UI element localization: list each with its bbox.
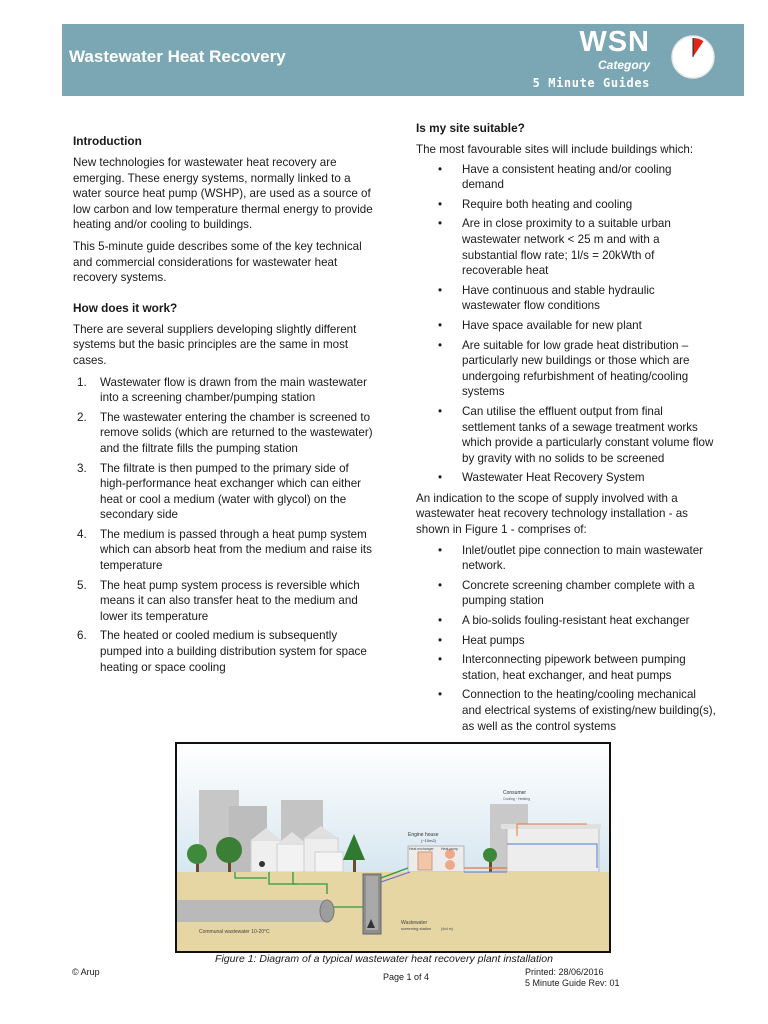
list-item: • Have space available for new plant (438, 318, 642, 332)
wastewater-pipe (177, 900, 327, 922)
list-item: • Have continuous and stable hydraulic wastewater flow conditions (438, 283, 655, 313)
printed-date: Printed: 28/06/2016 (525, 967, 604, 977)
svg-text:Heat pump: Heat pump (441, 847, 459, 851)
right-column (416, 120, 716, 739)
list-item: • Connection to the heating/cooling mechanical and electrical systems of existing/new building(s), as well as the control systems (438, 688, 716, 733)
list-item: • Wastewater Heat Recovery System (438, 471, 645, 485)
figure-diagram (175, 742, 611, 953)
list-item: • Heat pumps (438, 633, 525, 647)
svg-text:Consumer: Consumer (503, 790, 527, 796)
suitable-bullets (416, 162, 716, 486)
copyright: © Arup (72, 967, 100, 977)
suitable-heading: Is my site suitable? (416, 121, 525, 135)
list-item: • Are suitable for low grade heat distribution – particularly new buildings or those which are undergoing refurbishment of heating/cooling systems (438, 338, 690, 399)
list-item: • A bio-solids fouling-resistant heat exchanger (438, 614, 690, 628)
list-item: • Inlet/outlet pipe connection to main wastewater network. (438, 543, 704, 573)
how-heading: How does it work? (73, 300, 178, 315)
how-paragraph: There are several suppliers developing slightly different systems but the basic principles are the same in most cases. (73, 322, 357, 367)
list-item: 2. The wastewater entering the chamber is screened to remove solids (which are returned to the wastewater) and the filtrate fills the pumping station (77, 410, 373, 455)
scope-paragraph: An indication to the scope of supply involved with a wastewater heat recovery technology installation - as shown in Figure 1 - comprises of: (416, 491, 688, 537)
consumer-building (507, 828, 599, 872)
brand-logo-text: WSN (579, 26, 650, 58)
list-item: 4. The medium is passed through a heat pump system which can absorb heat from the medium and raise its temperature (77, 527, 372, 573)
svg-text:Cooling · Heating: Cooling · Heating (503, 797, 531, 801)
svg-text:Engine house: Engine house (408, 832, 439, 838)
intro-paragraph-2: This 5-minute guide describes some of the key technical and commercial considerations for wastewater heat recovery systems. (73, 239, 362, 285)
list-item: • Are in close proximity to a suitable urban wastewater network < 25 m and with a substantial flow rate; 1l/s = 20kWth of recoverable heat (438, 217, 671, 278)
list-item: 5. The heat pump system process is reversible which means it can also transfer heat to the medium and lower its temperature (77, 578, 360, 623)
intro-paragraph-1: New technologies for wastewater heat recovery are emerging. These energy systems, normally linked to a water source heat pump (WSHP), are used as a source of low carbon and low temperature thermal energy to provide heating and/or cooling to buildings. (73, 156, 373, 232)
list-item: 6. The heated or cooled medium is subsequently pumped into a building distribution system for space heating or space cooling (77, 629, 367, 674)
print-info (525, 967, 620, 989)
brand-subtitle: 5 Minute Guides (532, 76, 650, 90)
svg-text:Communal wastewater 10-20°C: Communal wastewater 10-20°C (199, 929, 270, 935)
left-column (73, 133, 373, 679)
list-item: • Interconnecting pipework between pumping station, heat exchanger, and heat pumps (438, 653, 686, 682)
svg-text:Wastewater: Wastewater (401, 920, 428, 926)
intro-heading: Introduction (73, 134, 142, 148)
list-item: • Have a consistent heating and/or cooling demand (438, 162, 672, 192)
page-number: Page 1 of 4 (383, 972, 430, 982)
brand-category: Category (597, 58, 650, 72)
clock-icon (670, 34, 716, 80)
list-item: • Require both heating and cooling (438, 197, 633, 211)
list-item: • Can utilise the effluent output from final settlement tanks of a sewage treatment works which provide a particularly constant volume flow by gravity with no solids to be screened (438, 404, 714, 465)
svg-text:(~10m2): (~10m2) (421, 838, 437, 843)
figure-caption: Figure 1: Diagram of a typical wastewater heat recovery plant installation (215, 953, 553, 965)
scope-bullets (416, 543, 716, 735)
list-item: 3. The filtrate is then pumped to the primary side of high-performance heat exchanger which can either heat or cool a medium (water with glycol) on the secondary side (77, 461, 362, 522)
page-title: Wastewater Heat Recovery (69, 47, 286, 66)
list-item: 1. Wastewater flow is drawn from the main wastewater into a screening chamber/pumping station (77, 375, 367, 405)
svg-text:Heat exchanger: Heat exchanger (409, 847, 434, 851)
how-steps-list (73, 375, 373, 676)
suitable-lead: The most favourable sites will include buildings which: (416, 143, 694, 156)
svg-text:screening station: screening station (401, 926, 432, 931)
revision: 5 Minute Guide Rev: 01 (525, 978, 620, 988)
svg-text:(4x4 m): (4x4 m) (441, 927, 453, 931)
header-banner (62, 24, 744, 96)
list-item: • Concrete screening chamber complete with a pumping station (438, 578, 695, 608)
heat-recovery-diagram (177, 744, 609, 951)
